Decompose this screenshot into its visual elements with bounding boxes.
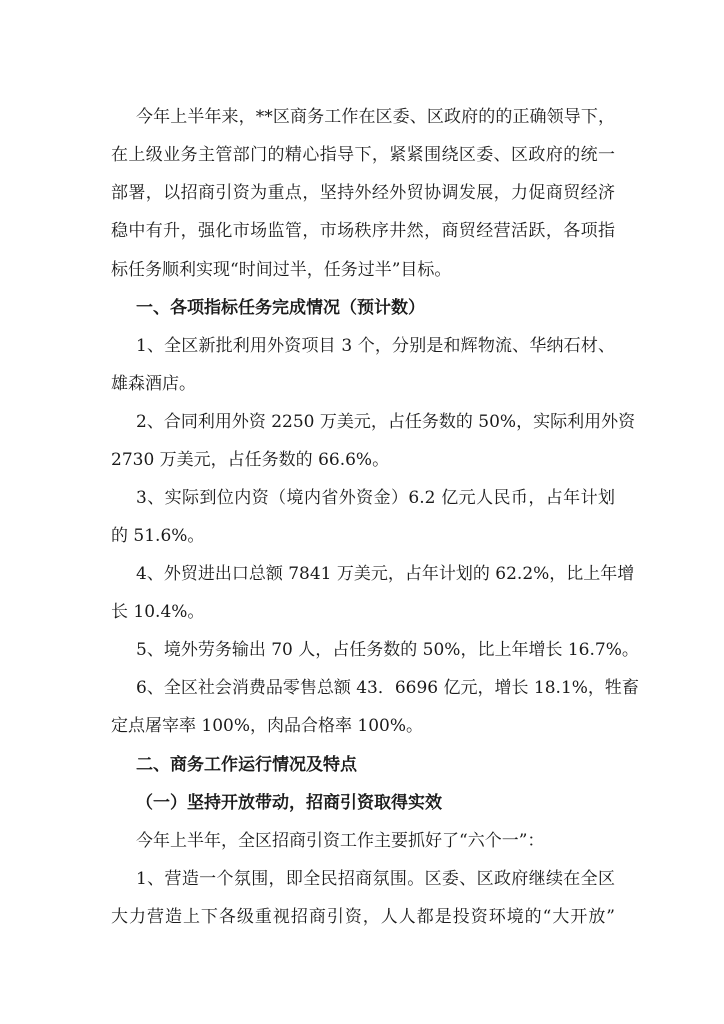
section-heading: 一、各项指标任务完成情况（预计数） — [136, 298, 425, 318]
body-text-line: 1、营造一个氛围，即全民招商氛围。区委、区政府继续在全区 — [136, 869, 615, 889]
body-text-line: 雄森酒店。 — [111, 374, 196, 394]
body-text-line: 稳中有升，强化市场监管，市场秩序井然，商贸经营活跃，各项指 — [111, 221, 615, 241]
body-text-line: 长 10.4%。 — [111, 602, 205, 622]
body-text-line: 今年上半年，全区招商引资工作主要抓好了“六个一”： — [136, 831, 545, 851]
body-text-line: 2730 万美元，占任务数的 66.6%。 — [111, 450, 390, 470]
body-text-line: 3、实际到位内资（境内省外资金）6.2 亿元人民币，占年计划 — [136, 488, 615, 508]
body-text-line: 4、外贸进出口总额 7841 万美元，占年计划的 62.2%，比上年增 — [136, 564, 635, 584]
subsection-heading: （一）坚持开放带动，招商引资取得实效 — [136, 793, 442, 813]
body-text-line: 在上级业务主管部门的精心指导下，紧紧围绕区委、区政府的统一 — [111, 145, 615, 165]
body-text-line: 大力营造上下各级重视招商引资，人人都是投资环境的“大开放” — [111, 907, 615, 927]
body-text-line: 6、全区社会消费品零售总额 43．6696 亿元，增长 18.1%，牲畜 — [136, 678, 639, 698]
section-heading: 二、商务工作运行情况及特点 — [136, 755, 357, 775]
body-text-line: 今年上半年来，**区商务工作在区委、区政府的的正确领导下， — [136, 107, 615, 127]
body-text-line: 1、全区新批利用外资项目 3 个，分别是和辉物流、华纳石材、 — [136, 336, 615, 356]
body-text-line: 的 51.6%。 — [111, 526, 205, 546]
body-text-line: 定点屠宰率 100%，肉品合格率 100%。 — [111, 716, 424, 736]
body-text-line: 2、合同利用外资 2250 万美元，占任务数的 50%，实际利用外资 — [136, 412, 636, 432]
body-text-line: 部署，以招商引资为重点，坚持外经外贸协调发展，力促商贸经济 — [111, 183, 615, 203]
body-text-line: 标任务顺利实现“时间过半，任务过半”目标。 — [111, 260, 452, 280]
body-text-line: 5、境外劳务输出 70 人，占任务数的 50%，比上年增长 16.7%。 — [136, 640, 639, 660]
